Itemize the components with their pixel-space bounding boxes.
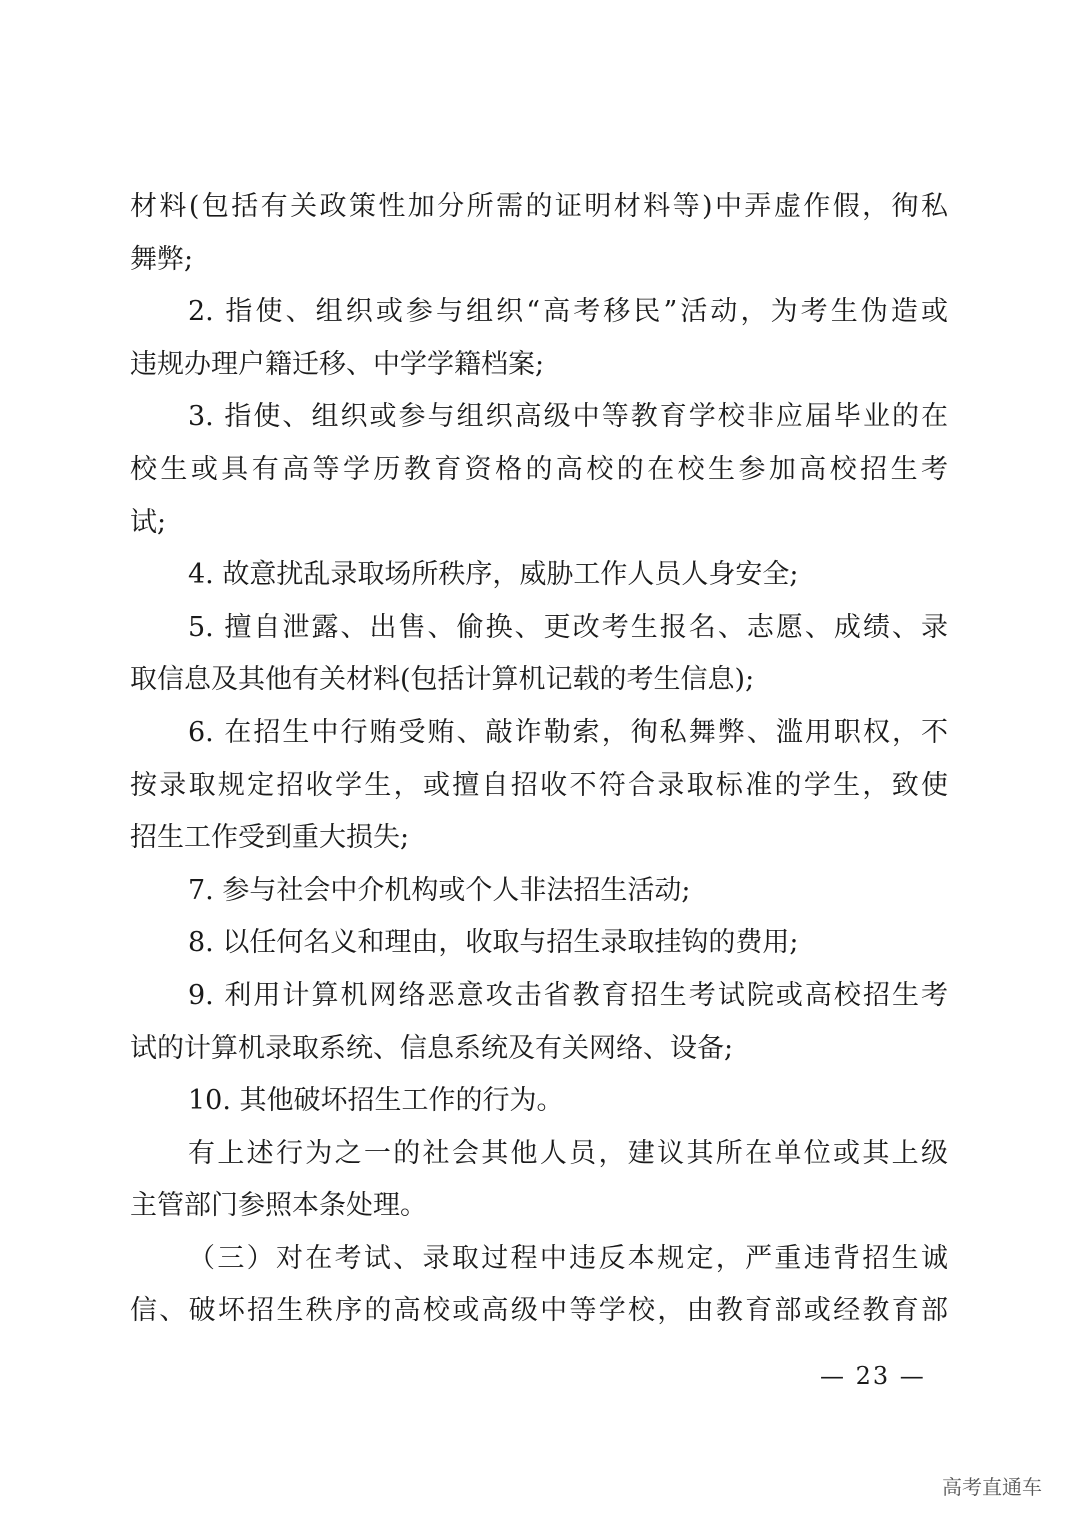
- text-line: 3. 指使、组织或参与组织高级中等教育学校非应届毕业的在: [188, 401, 948, 433]
- text-line: 舞弊;: [130, 243, 194, 275]
- text-line: 主管部门参照本条处理。: [130, 1190, 427, 1222]
- text-line: 招生工作受到重大损失;: [130, 822, 410, 854]
- text-line: 4. 故意扰乱录取场所秩序，威胁工作人员人身安全;: [188, 559, 799, 591]
- text-line: （三）对在考试、录取过程中违反本规定，严重违背招生诚: [188, 1242, 948, 1274]
- text-line: 信、破坏招生秩序的高校或高级中等学校，由教育部或经教育部: [130, 1295, 948, 1327]
- text-line: 6. 在招生中行贿受贿、敲诈勒索，徇私舞弊、滥用职权，不: [188, 716, 948, 748]
- text-line: 材料(包括有关政策性加分所需的证明材料等)中弄虚作假，徇私: [130, 191, 948, 222]
- text-line: 试的计算机录取系统、信息系统及有关网络、设备;: [130, 1032, 734, 1064]
- document-body: [130, 181, 948, 1338]
- text-line: 按录取规定招收学生，或擅自招收不符合录取标准的学生，致使: [130, 769, 948, 801]
- text-line: 5. 擅自泄露、出售、偷换、更改考生报名、志愿、成绩、录: [188, 611, 948, 643]
- text-line: 试;: [130, 506, 167, 538]
- text-line: 9. 利用计算机网络恶意攻击省教育招生考试院或高校招生考: [188, 979, 948, 1011]
- text-line: 违规办理户籍迁移、中学学籍档案;: [130, 348, 545, 380]
- text-line: 7. 参与社会中介机构或个人非法招生活动;: [188, 874, 691, 906]
- page-number: — 23 —: [820, 1362, 926, 1390]
- text-line: 8. 以任何名义和理由，收取与招生录取挂钩的费用;: [188, 927, 799, 959]
- text-line: 10. 其他破坏招生工作的行为。: [188, 1085, 564, 1117]
- text-line: 有上述行为之一的社会其他人员，建议其所在单位或其上级: [188, 1137, 948, 1169]
- text-line: 取信息及其他有关材料(包括计算机记载的考生信息);: [130, 664, 755, 696]
- text-line: 校生或具有高等学历教育资格的高校的在校生参加高校招生考: [130, 453, 948, 485]
- watermark: 高考直通车: [942, 1475, 1042, 1499]
- text-line: 2. 指使、组织或参与组织“高考移民”活动，为考生伪造或: [188, 296, 948, 328]
